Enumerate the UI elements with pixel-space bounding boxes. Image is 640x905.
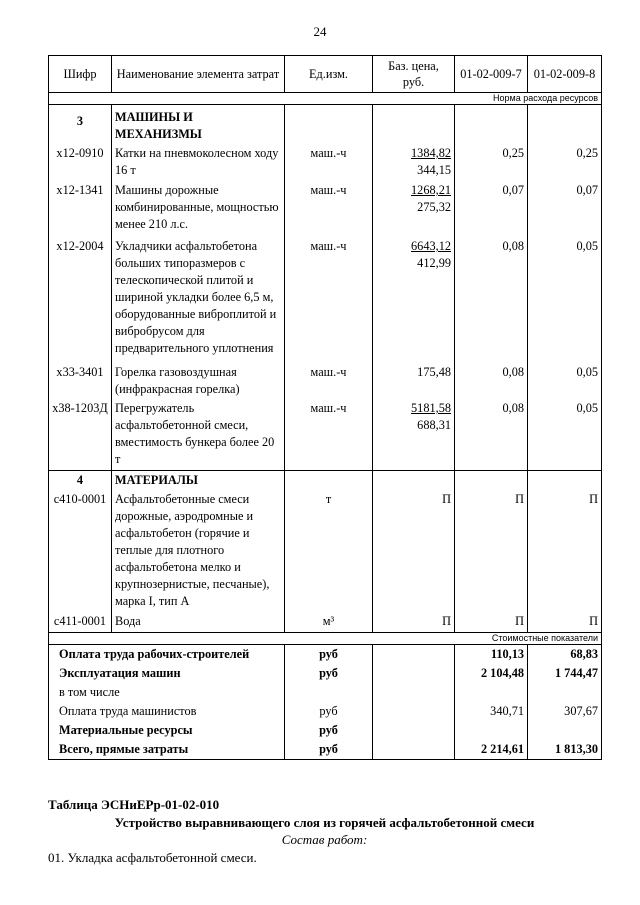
header-col1: 01-02-009-7 xyxy=(455,56,528,93)
resource-code: х12-0910 xyxy=(49,144,112,180)
total-unit: руб xyxy=(285,702,373,721)
table-row xyxy=(49,611,602,633)
norm-band-label: Норма расхода ресурсов xyxy=(49,93,602,105)
resource-name: Перегружатель асфальтобетонной смеси, вместимость бункера более 20 т xyxy=(112,399,285,471)
resource-code: с410-0001 xyxy=(49,490,112,611)
resource-name: Катки на пневмоколесном ходу 16 т xyxy=(112,144,285,180)
norm-value-1: 0,08 xyxy=(455,399,528,471)
total-unit: руб xyxy=(285,721,373,740)
norm-value-2: 0,05 xyxy=(528,234,602,358)
resource-price: П xyxy=(373,611,455,633)
norm-value-1: 0,25 xyxy=(455,144,528,180)
table-row xyxy=(49,490,602,611)
norm-value-2: 0,07 xyxy=(528,180,602,234)
total-value-2: 68,83 xyxy=(528,645,602,665)
total-row xyxy=(49,721,602,740)
total-value-1: 2 104,48 xyxy=(455,664,528,683)
norm-value-2: П xyxy=(528,490,602,611)
resource-code: с411-0001 xyxy=(49,611,112,633)
resource-name: Вода xyxy=(112,611,285,633)
resource-name: Горелка газовоздушная (инфракрасная горелка) xyxy=(112,358,285,399)
resource-table xyxy=(48,55,602,760)
resource-price: П xyxy=(373,490,455,611)
total-value-2: 1 813,30 xyxy=(528,740,602,760)
resource-price: 1268,21 275,32 xyxy=(373,180,455,234)
total-unit: руб xyxy=(285,740,373,760)
total-unit: руб xyxy=(285,645,373,665)
norm-value-1: 0,08 xyxy=(455,358,528,399)
total-label: Всего, прямые затраты xyxy=(49,740,285,760)
total-row xyxy=(49,645,602,665)
total-label: Оплата труда машинистов xyxy=(49,702,285,721)
cost-band xyxy=(49,633,602,645)
total-row xyxy=(49,683,602,702)
norm-value-2: 0,05 xyxy=(528,358,602,399)
norm-value-1: П xyxy=(455,490,528,611)
table-subtitle: Устройство выравнивающего слоя из горячей асфальтобетонной смеси xyxy=(114,815,535,830)
resource-name: Машины дорожные комбинированные, мощностью менее 210 л.с. xyxy=(112,180,285,234)
total-value-1: 2 214,61 xyxy=(455,740,528,760)
total-label: Материальные ресурсы xyxy=(49,721,285,740)
work-heading: Состав работ: xyxy=(281,832,368,847)
resource-name: Асфальтобетонные смеси дорожные, аэродромные и асфальтобетон (горячие и теплые для плотного асфальтобетона мелко и крупнозернистые, песчаные), марка I, тип А xyxy=(112,490,285,611)
resource-unit: маш.-ч xyxy=(285,358,373,399)
norm-value-1: П xyxy=(455,611,528,633)
table-row xyxy=(49,180,602,234)
section-header xyxy=(49,471,602,491)
resource-code: х12-2004 xyxy=(49,234,112,358)
resource-code: х38-1203Д xyxy=(49,399,112,471)
section-number: 4 xyxy=(49,471,112,491)
norm-value-2: 0,05 xyxy=(528,399,602,471)
header-name: Наименование элемента затрат xyxy=(112,56,285,93)
table-header xyxy=(49,56,602,93)
resource-unit: т xyxy=(285,490,373,611)
resource-price: 6643,12 412,99 xyxy=(373,234,455,358)
resource-unit: м³ xyxy=(285,611,373,633)
table-row xyxy=(49,144,602,180)
total-value-2: 307,67 xyxy=(528,702,602,721)
total-label: Оплата труда рабочих-строителей xyxy=(49,645,285,665)
section-header xyxy=(49,105,602,145)
total-label: в том числе xyxy=(49,683,285,702)
total-value-1: 340,71 xyxy=(455,702,528,721)
header-unit: Ед.изм. xyxy=(285,56,373,93)
table-row xyxy=(49,399,602,471)
header-col2: 01-02-009-8 xyxy=(528,56,602,93)
resource-price: 5181,58 688,31 xyxy=(373,399,455,471)
table-row xyxy=(49,234,602,358)
total-value-2 xyxy=(528,683,602,702)
total-value-1 xyxy=(455,721,528,740)
norm-value-1: 0,07 xyxy=(455,180,528,234)
resource-unit: маш.-ч xyxy=(285,144,373,180)
total-row xyxy=(49,664,602,683)
section-title: МАШИНЫ И МЕХАНИЗМЫ xyxy=(112,105,285,145)
resource-code: х12-1341 xyxy=(49,180,112,234)
total-label: Эксплуатация машин xyxy=(49,664,285,683)
total-row xyxy=(49,740,602,760)
cost-band-label: Стоимостные показатели xyxy=(49,633,602,645)
resource-unit: маш.-ч xyxy=(285,180,373,234)
norm-band xyxy=(49,93,602,105)
section-title: МАТЕРИАЛЫ xyxy=(112,471,285,491)
norm-value-2: П xyxy=(528,611,602,633)
norm-value-1: 0,08 xyxy=(455,234,528,358)
header-code: Шифр xyxy=(49,56,112,93)
table-title: Таблица ЭСНиЕРр-01-02-010 xyxy=(48,797,220,812)
resource-unit: маш.-ч xyxy=(285,234,373,358)
work-item: 01. Укладка асфальтобетонной смеси. xyxy=(48,850,257,865)
resource-name: Укладчики асфальтобетона больших типоразмеров с телескопической плитой и шириной укладки более 6,5 м, оборудованные виброплитой и вибробрусом для предварительного уплотнения xyxy=(112,234,285,358)
total-row xyxy=(49,702,602,721)
norm-value-2: 0,25 xyxy=(528,144,602,180)
total-value-1 xyxy=(455,683,528,702)
resource-unit: маш.-ч xyxy=(285,399,373,471)
section-number: 3 xyxy=(49,105,112,145)
total-value-2: 1 744,47 xyxy=(528,664,602,683)
page-number: 24 xyxy=(313,24,327,39)
table-row xyxy=(49,358,602,399)
resource-price: 175,48 xyxy=(373,358,455,399)
total-value-2 xyxy=(528,721,602,740)
resource-price: 1384,82 344,15 xyxy=(373,144,455,180)
total-unit: руб xyxy=(285,664,373,683)
total-value-1: 110,13 xyxy=(455,645,528,665)
resource-code: х33-3401 xyxy=(49,358,112,399)
total-unit xyxy=(285,683,373,702)
header-price: Баз. цена, руб. xyxy=(373,56,455,93)
